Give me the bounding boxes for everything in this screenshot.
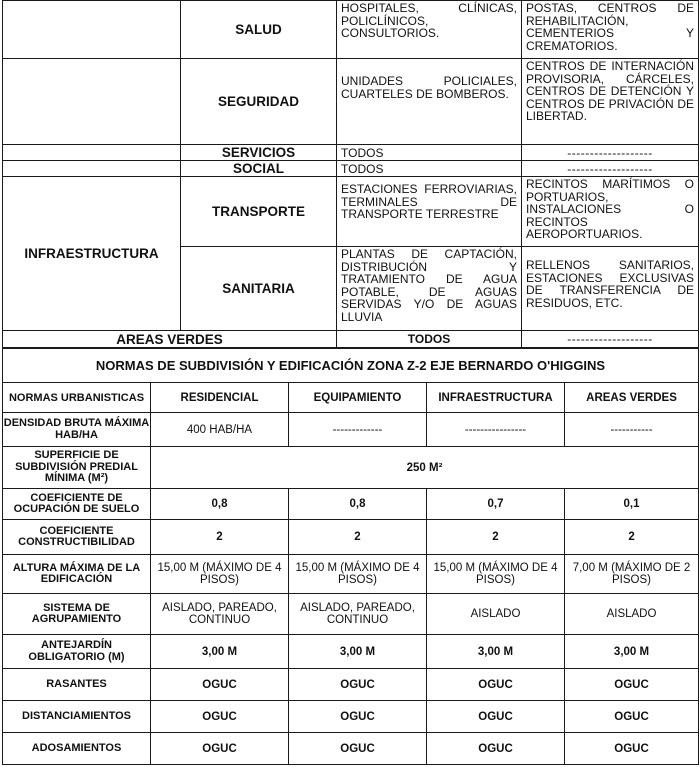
norms-title: NORMAS DE SUBDIVISIÓN Y EDIFICACIÓN ZONA Z-2 EJE BERNARDO O'HIGGINS xyxy=(3,349,699,383)
adosamientos-residencial: OGUC xyxy=(151,733,289,765)
ocupacion-infraestructura: 0,7 xyxy=(427,489,565,520)
blank-cell xyxy=(3,145,181,161)
altura-residencial: 15,00 M (MÁXIMO DE 4 PISOS) xyxy=(151,555,289,594)
densidad-equipamiento: ------------- xyxy=(289,413,427,447)
label-constructibilidad: COEFICIENTE CONSTRUCTIBILIDAD xyxy=(3,520,151,555)
seguridad-prohibited: CENTROS DE INTERNACIÓN PROVISORIA, CÁRCELES, CENTROS DE DETENCIÓN Y CENTROS DE PRIVACIÓN DE LIBERTAD. xyxy=(522,59,699,145)
densidad-residencial: 400 HAB/HA xyxy=(151,413,289,447)
uses-table xyxy=(2,0,699,348)
row-label-servicios: SERVICIOS xyxy=(181,145,337,161)
table-row xyxy=(3,145,699,161)
label-agrupamiento: SISTEMA DE AGRUPAMIENTO xyxy=(3,594,151,635)
ocupacion-areas-verdes: 0,1 xyxy=(565,489,699,520)
sanitaria-permitted: PLANTAS DE CAPTACIÓN, DISTRIBUCIÓN Y TRATAMIENTO DE AGUA POTABLE, DE AGUAS SERVIDAS Y/O DE AGUAS LLUVIA xyxy=(337,247,522,331)
header-normas: NORMAS URBANISTICAS xyxy=(3,383,151,413)
label-superficie: SUPERFICIE DE SUBDIVISIÓN PREDIAL MÍNIMA (M²) xyxy=(3,447,151,489)
agrupamiento-areas-verdes: AISLADO xyxy=(565,594,699,635)
row-label-salud: SALUD xyxy=(181,1,337,59)
blank-cell xyxy=(3,161,181,177)
distanciamientos-infraestructura: OGUC xyxy=(427,701,565,733)
altura-infraestructura: 15,00 M (MÁXIMO DE 4 PISOS) xyxy=(427,555,565,594)
areas-verdes-permitted: TODOS xyxy=(337,331,522,348)
blank-cell xyxy=(3,59,181,145)
densidad-areas-verdes: ----------- xyxy=(565,413,699,447)
label-adosamientos: ADOSAMIENTOS xyxy=(3,733,151,765)
areas-verdes-prohibited: ------------------- xyxy=(522,331,699,348)
header-equipamiento: EQUIPAMIENTO xyxy=(289,383,427,413)
table-row xyxy=(3,447,699,489)
servicios-prohibited: ------------------- xyxy=(522,145,699,161)
transporte-prohibited: RECINTOS MARÍTIMOS O PORTUARIOS, INSTALACIONES O RECINTOS AEROPORTUARIOS. xyxy=(522,177,699,247)
rasantes-areas-verdes: OGUC xyxy=(565,669,699,701)
table-row xyxy=(3,161,699,177)
table-row xyxy=(3,59,699,145)
constructibilidad-residencial: 2 xyxy=(151,520,289,555)
agrupamiento-residencial: AISLADO, PAREADO, CONTINUO xyxy=(151,594,289,635)
table-row xyxy=(3,520,699,555)
social-prohibited: ------------------- xyxy=(522,161,699,177)
constructibilidad-equipamiento: 2 xyxy=(289,520,427,555)
altura-areas-verdes: 7,00 M (MÁXIMO DE 2 PISOS) xyxy=(565,555,699,594)
constructibilidad-areas-verdes: 2 xyxy=(565,520,699,555)
row-label-social: SOCIAL xyxy=(181,161,337,177)
label-rasantes: RASANTES xyxy=(3,669,151,701)
table-row xyxy=(3,635,699,669)
table-row xyxy=(3,177,699,247)
sanitaria-prohibited: RELLENOS SANITARIOS, ESTACIONES EXCLUSIVAS DE TRANSFERENCIA DE RESIDUOS, ETC. xyxy=(522,247,699,331)
adosamientos-equipamiento: OGUC xyxy=(289,733,427,765)
table-row xyxy=(3,1,699,59)
ocupacion-residencial: 0,8 xyxy=(151,489,289,520)
adosamientos-infraestructura: OGUC xyxy=(427,733,565,765)
row-label-infraestructura: INFRAESTRUCTURA xyxy=(3,177,181,331)
salud-prohibited: POSTAS, CENTROS DE REHABILITACIÓN, CEMENTERIOS Y CREMATORIOS. xyxy=(522,1,699,59)
servicios-permitted: TODOS xyxy=(337,145,522,161)
agrupamiento-equipamiento: AISLADO, PAREADO, CONTINUO xyxy=(289,594,427,635)
row-label-transporte: TRANSPORTE xyxy=(181,177,337,247)
table-row xyxy=(3,489,699,520)
table-row xyxy=(3,701,699,733)
table-row xyxy=(3,413,699,447)
adosamientos-areas-verdes: OGUC xyxy=(565,733,699,765)
header-residencial: RESIDENCIAL xyxy=(151,383,289,413)
label-altura: ALTURA MÁXIMA DE LA EDIFICACIÓN xyxy=(3,555,151,594)
agrupamiento-infraestructura: AISLADO xyxy=(427,594,565,635)
table-row xyxy=(3,594,699,635)
norms-table xyxy=(2,348,699,765)
distanciamientos-areas-verdes: OGUC xyxy=(565,701,699,733)
blank-cell xyxy=(3,1,181,59)
distanciamientos-equipamiento: OGUC xyxy=(289,701,427,733)
label-antejardin: ANTEJARDÍN OBLIGATORIO (M) xyxy=(3,635,151,669)
altura-equipamiento: 15,00 M (MÁXIMO DE 4 PISOS) xyxy=(289,555,427,594)
label-ocupacion: COEFICIENTE DE OCUPACIÓN DE SUELO xyxy=(3,489,151,520)
transporte-permitted: ESTACIONES FERROVIARIAS, TERMINALES DE TRANSPORTE TERRESTRE xyxy=(337,177,522,247)
header-areas-verdes: AREAS VERDES xyxy=(565,383,699,413)
row-label-seguridad: SEGURIDAD xyxy=(181,59,337,145)
table-row xyxy=(3,555,699,594)
social-permitted: TODOS xyxy=(337,161,522,177)
table-row xyxy=(3,669,699,701)
label-densidad: DENSIDAD BRUTA MÁXIMA HAB/HA xyxy=(3,413,151,447)
ocupacion-equipamiento: 0,8 xyxy=(289,489,427,520)
rasantes-infraestructura: OGUC xyxy=(427,669,565,701)
table-header-row xyxy=(3,383,699,413)
antejardin-equipamiento: 3,00 M xyxy=(289,635,427,669)
antejardin-infraestructura: 3,00 M xyxy=(427,635,565,669)
seguridad-permitted: UNIDADES POLICIALES, CUARTELES DE BOMBEROS. xyxy=(337,59,522,145)
row-label-sanitaria: SANITARIA xyxy=(181,247,337,331)
table-row xyxy=(3,733,699,765)
table-row xyxy=(3,349,699,383)
row-label-areas-verdes: AREAS VERDES xyxy=(3,331,337,348)
rasantes-equipamiento: OGUC xyxy=(289,669,427,701)
salud-permitted: HOSPITALES, CLÍNICAS, POLICLÍNICOS, CONSULTORIOS. xyxy=(337,1,522,59)
header-infraestructura: INFRAESTRUCTURA xyxy=(427,383,565,413)
label-distanciamientos: DISTANCIAMIENTOS xyxy=(3,701,151,733)
distanciamientos-residencial: OGUC xyxy=(151,701,289,733)
table-row xyxy=(3,331,699,348)
antejardin-areas-verdes: 3,00 M xyxy=(565,635,699,669)
constructibilidad-infraestructura: 2 xyxy=(427,520,565,555)
rasantes-residencial: OGUC xyxy=(151,669,289,701)
superficie-value: 250 M² xyxy=(151,447,699,489)
antejardin-residencial: 3,00 M xyxy=(151,635,289,669)
densidad-infraestructura: ---------------- xyxy=(427,413,565,447)
